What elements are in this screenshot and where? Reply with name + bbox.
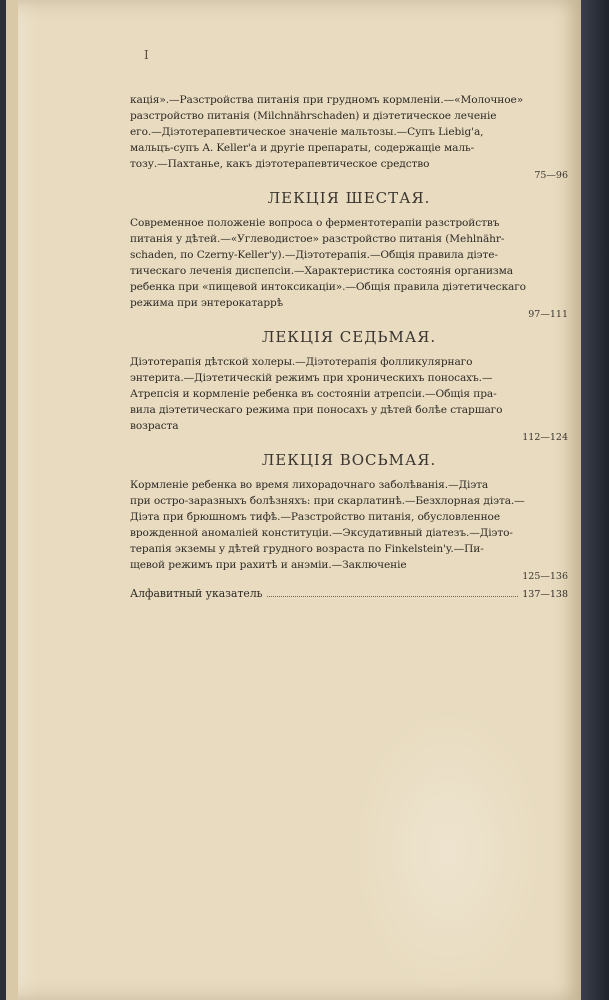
summary-line: Атрепсія и кормленіе ребенка въ состояніи атрепсіи.—Общія пра- [130,388,497,400]
lecture-summary [130,215,568,311]
book-cover-edge [581,0,609,1000]
paper-light-spot [348,700,548,1000]
summary-line: режима при энтерокатаррѣ [130,297,283,309]
summary-line: питанія у дѣтей.—«Углеводистое» разстройство питанія (Mehlnähr- [130,233,505,245]
summary-line: щевой режимъ при рахитѣ и анэміи.—Заключеніе [130,559,407,571]
lecture-summary [130,477,568,573]
summary-line: при остро-заразныхъ болѣзняхъ: при скарлатинѣ.—Безхлорная діэта.— [130,495,525,507]
summary-line: врожденной аномаліей конституціи.—Эксудативный діатезъ.—Діэто- [130,527,513,539]
summary-line: тическаго леченія диспепсіи.—Характеристика состоянія организма [130,265,513,277]
leader-dots [267,596,519,597]
page-mark: I [144,48,149,62]
summary-line: Діэтотерапія дѣтской холеры.—Діэтотерапія фолликулярнаго [130,356,473,368]
summary-line: разстройство питанія (Milchnährschaden) и діэтетическое леченіе [130,110,497,122]
lecture-heading: ЛЕКЦІЯ СЕДЬМАЯ. [261,328,437,346]
page-range: 112—124 [522,432,568,443]
lecture-summary [130,92,568,172]
lecture-heading: ЛЕКЦІЯ ШЕСТАЯ. [267,189,431,207]
summary-line: возраста [130,420,179,432]
lecture-summary [130,354,568,434]
page-range: 125—136 [522,571,568,582]
summary-line: мальцъ-супъ A. Keller'a и другіе препараты, содержащіе маль- [130,142,475,154]
table-of-contents [130,92,568,603]
alphabetical-index-entry [130,586,568,603]
summary-line: его.—Діэтотерапевтическое значеніе мальтозы.—Супъ Liebig'a, [130,126,484,138]
lecture-heading: ЛЕКЦІЯ ВОСЬМАЯ. [261,451,437,469]
book-page [18,0,586,1000]
summary-line: тозу.—Пахтанье, какъ діэтотерапевтическое средство [130,158,430,170]
summary-line: Кормленіе ребенка во время лихорадочнаго заболѣванія.—Діэта [130,479,489,491]
page-range: 137—138 [522,589,568,600]
summary-line: кація».—Разстройства питанія при грудномъ кормленіи.—«Молочное» [130,94,524,106]
summary-line: терапія экземы у дѣтей грудного возраста по Finkelstein'y.—Пи- [130,543,484,555]
summary-line: вила діэтетическаго режима при поносахъ у дѣтей болѣе старшаго [130,404,503,416]
summary-line: энтерита.—Діэтетическій режимъ при хроническихъ поносахъ.— [130,372,493,384]
page-range: 97—111 [528,309,568,320]
index-label: Алфавитный указатель [130,587,263,600]
summary-line: schaden, по Czerny-Keller'y).—Діэтотерапія.—Общія правила діэте- [130,249,498,261]
summary-line: Современное положеніе вопроса о ферментотерапіи разстройствъ [130,217,500,229]
summary-line: ребенка при «пищевой интоксикаціи».—Общія правила діэтетическаго [130,281,526,293]
summary-line: Діэта при брюшномъ тифѣ.—Разстройство питанія, обусловленное [130,511,500,523]
page-range: 75—96 [534,170,568,181]
